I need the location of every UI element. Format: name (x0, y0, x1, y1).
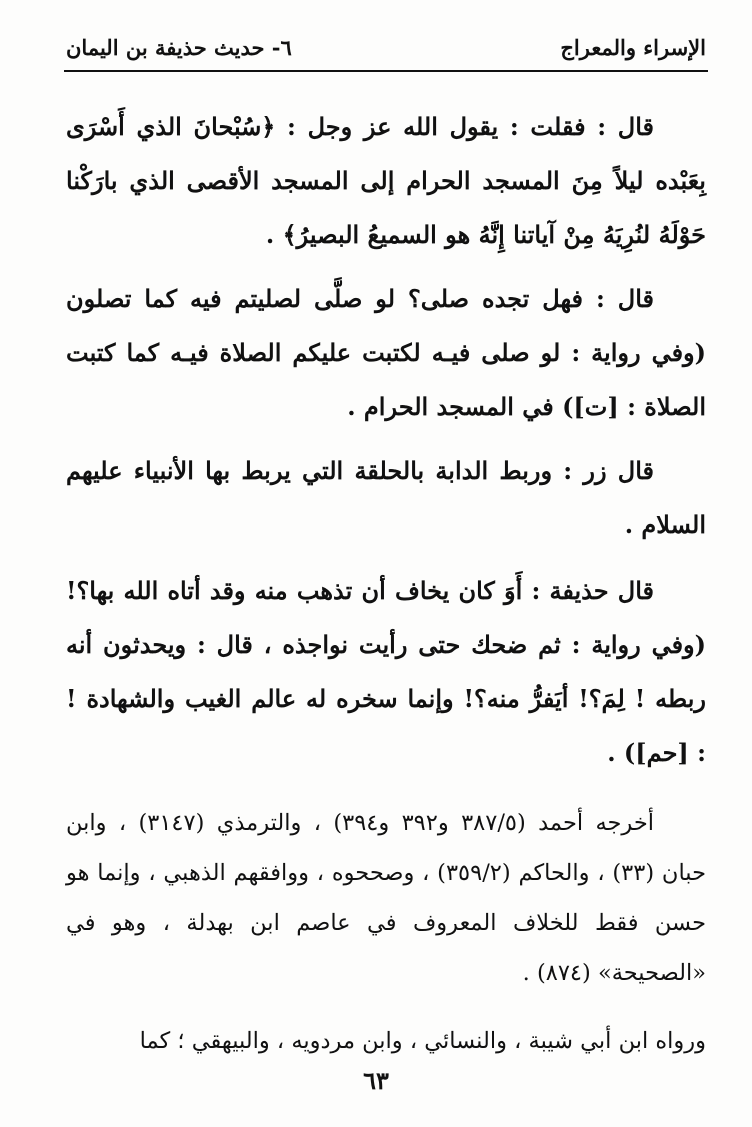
paragraph-prayer: قال : فهل تجده صلى؟ لو صلَّى لصليتم فيه كما تصلون (وفي رواية : لو صلى فيـه لكتبت عليكم الصلاة فيـه كما كتبت الصلاة : [ت]) في المسجد الحرام . (66, 284, 706, 421)
paragraph-quran-verse: قال : فقلت : يقول الله عز وجل : ﴿سُبْحانَ الذي أَسْرَى بِعَبْده ليلاً مِنَ المسجد الحرام إلى المسجد الأقصى الذي بارَكْنا حَوْلَهُ لنُرِيَهُ مِنْ آياتنا إِنَّهُ هو السميعُ البصيرُ﴾ . (66, 112, 706, 249)
paragraph-hudhayfah: قال حذيفة : أَوَ كان يخاف أن تذهب منه وقد أتاه الله بها؟! (وفي رواية : ثم ضحك حتى رأيت نواجذه ، قال : ويحدثون أنه ربطه ! لِمَ؟! أيَفرُّ منه؟! وإنما سخره له عالم الغيب والشهادة ! : [حم]) . (66, 576, 706, 767)
page-body (66, 100, 706, 1066)
paragraph-continuation: ورواه ابن أبي شيبة ، والنسائي ، وابن مردويه ، والبيهقي ؛ كما (139, 1028, 706, 1054)
running-header (66, 30, 706, 64)
paragraph-zirr: قال زر : وربط الدابة بالحلقة التي يربط بها الأنبياء عليهم السلام . (66, 456, 706, 539)
chapter-title: ٦- حديث حذيفة بن اليمان (66, 34, 292, 60)
header-rule (64, 70, 708, 72)
page-number: ٦٣ (363, 1066, 389, 1095)
book-title: الإسراء والمعراج (560, 34, 706, 60)
paragraph-takhrij: أخرجه أحمد (٣٨٧/٥ و٣٩٢ و٣٩٤) ، والترمذي (٣١٤٧) ، وابن حبان (٣٣) ، والحاكم (٣٥٩/٢) ، وصححوه ، ووافقهم الذهبي ، وإنما هو حسن فقط للخلاف المعروف في عاصم ابن بهدلة ، وهو في «الصحيحة» (٨٧٤) . (66, 810, 707, 986)
